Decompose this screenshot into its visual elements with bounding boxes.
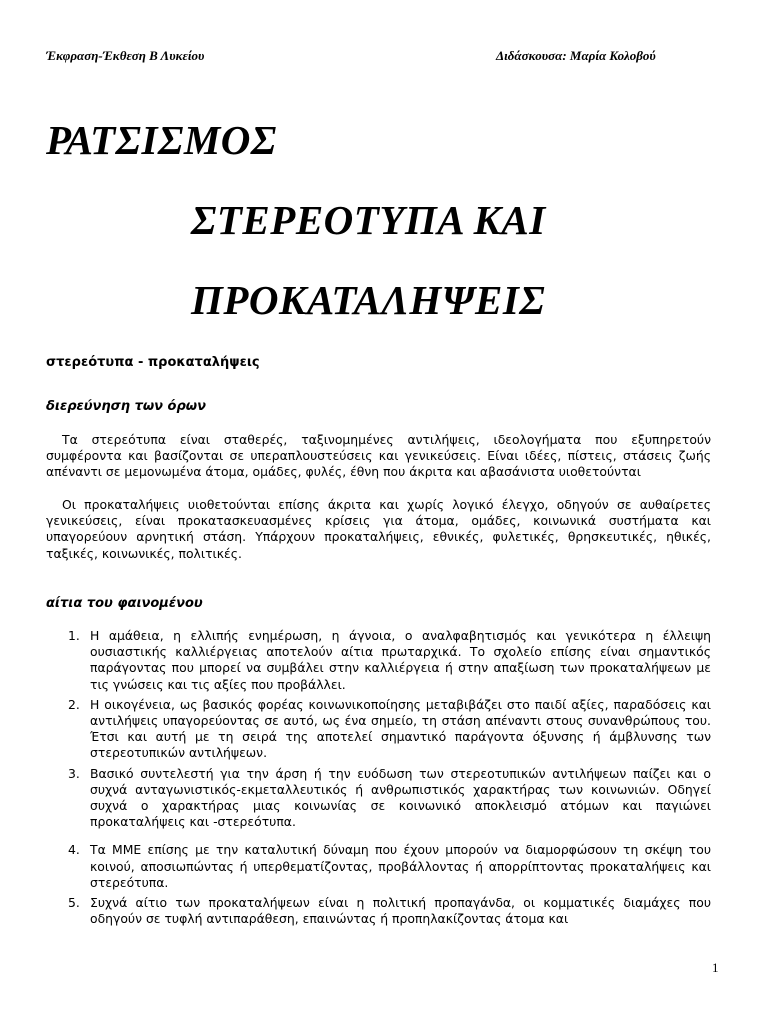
list-item bbox=[68, 628, 711, 693]
list-item-text: Βασικό συντελεστή για την άρση ή την ευόδωση των στερεοτυπικών αντιλήψεων παίζει και ο συχνά ανταγωνιστικός-εκμεταλλευτικός ή ανθρωπιστικός χαρακτήρας των κοινωνιών. Οδηγεί συχνά ο χαρακτήρας μιας κοινωνίας σε κοινωνικό αποκλεισμό ατόμων και παγιώνει προκαταλήψεις και -στερεότυπα. bbox=[90, 765, 711, 830]
list-item-number: 2. bbox=[68, 696, 80, 712]
page-number: 1 bbox=[712, 960, 719, 975]
causes-list bbox=[68, 628, 711, 931]
list-item-number: 3. bbox=[68, 765, 80, 781]
list-item-number: 5. bbox=[68, 895, 80, 911]
list-item bbox=[68, 765, 711, 831]
list-item bbox=[68, 895, 711, 927]
section-heading-stereotypes: στερεότυπα - προκαταλήψεις bbox=[46, 355, 260, 370]
section-heading-definitions: διερεύνηση των όρων bbox=[46, 399, 206, 414]
paragraph-stereotypes: Τα στερεότυπα είναι σταθερές, ταξινομημένες αντιλήψεις, ιδεολογήματα που εξυπηρετούν συμφέροντα και βασίζονται σε υπεραπλουστεύσεις και γενικεύσεις. Είναι ιδέες, πίστεις, στάσεις ζωής απέναντι σε μεμονωμένα άτομα, ομάδες, φυλές, έθνη που άκριτα και αβασάνιστα υιοθετούνται bbox=[46, 432, 711, 480]
section-heading-causes: αίτια του φαινομένου bbox=[46, 596, 203, 611]
list-item-text: Η αμάθεια, η ελλιπής ενημέρωση, η άγνοια, ο αναλφαβητισμός και γενικότερα η έλλειψη ουσιαστικής καλλιέργειας αποτελούν αίτια πρωταρχικά. Το σχολείο επίσης είναι σημαντικός παράγοντας που μπορεί να συμβάλει στην καλλιέργεια ή στην απαξίωση των προκαταλήψεων με τις γνώσεις και τις αξίες που προβάλλει. bbox=[90, 628, 711, 692]
title-line-2: ΣΤΕΡΕΟΤΥΠΑ ΚΑΙ bbox=[191, 197, 546, 243]
list-item-text: Συχνά αίτιο των προκαταλήψεων είναι η πολιτική προπαγάνδα, οι κομματικές διαμάχες που οδηγούν σε τυφλή αντιπαράθεση, επαινώντας ή προπηλακίζοντας άτομα και bbox=[90, 895, 711, 927]
list-item-text: Η οικογένεια, ως βασικός φορέας κοινωνικοποίησης μεταβιβάζει στο παιδί αξίες, παραδόσεις και αντιλήψεις υπαγορεύοντας σε αυτό, ως ένα σημείο, τη στάση απέναντι στους συνανθρώπους του. Έτσι και αυτή με τη σειρά της αποτελεί σημαντικό παράγοντα όξυνσης ή άμβλυνσης των στερεοτυπικών αντιλήψεων. bbox=[90, 696, 711, 761]
header-teacher: Διδάσκουσα: Μαρία Κολοβού bbox=[496, 48, 656, 63]
list-item-number: 4. bbox=[68, 842, 80, 858]
header-course: Έκφραση-Έκθεση Β Λυκείου bbox=[46, 48, 205, 63]
list-item-number: 1. bbox=[68, 628, 80, 643]
title-line-1: ΡΑΤΣΙΣΜΟΣ bbox=[46, 117, 277, 163]
list-item-text: Τα ΜΜΕ επίσης με την καταλυτική δύναμη που έχουν μπορούν να διαμορφώσουν τη σκέψη του κοινού, αποσιωπώντας ή υπερθεματίζοντας, προβάλλοντας ή απορρίπτοντας προκαταλήψεις και στερεότυπα. bbox=[90, 842, 711, 890]
list-item bbox=[68, 696, 711, 762]
list-item bbox=[68, 842, 711, 891]
paragraph-prejudices: Οι προκαταλήψεις υιοθετούνται επίσης άκριτα και χωρίς λογικό έλεγχο, οδηγούν σε αυθαίρετες γενικεύσεις, είναι προκατασκευασμένες κρίσεις για άτομα, ομάδες, κοινωνικά συστήματα και υπαγορεύουν αρνητική στάση. Υπάρχουν προκαταλήψεις, εθνικές, φυλετικές, θρησκευτικές, ηθικές, ταξικές, κοινωνικές, πολιτικές. bbox=[46, 497, 711, 561]
title-line-3: ΠΡΟΚΑΤΑΛΗΨΕΙΣ bbox=[191, 277, 546, 323]
